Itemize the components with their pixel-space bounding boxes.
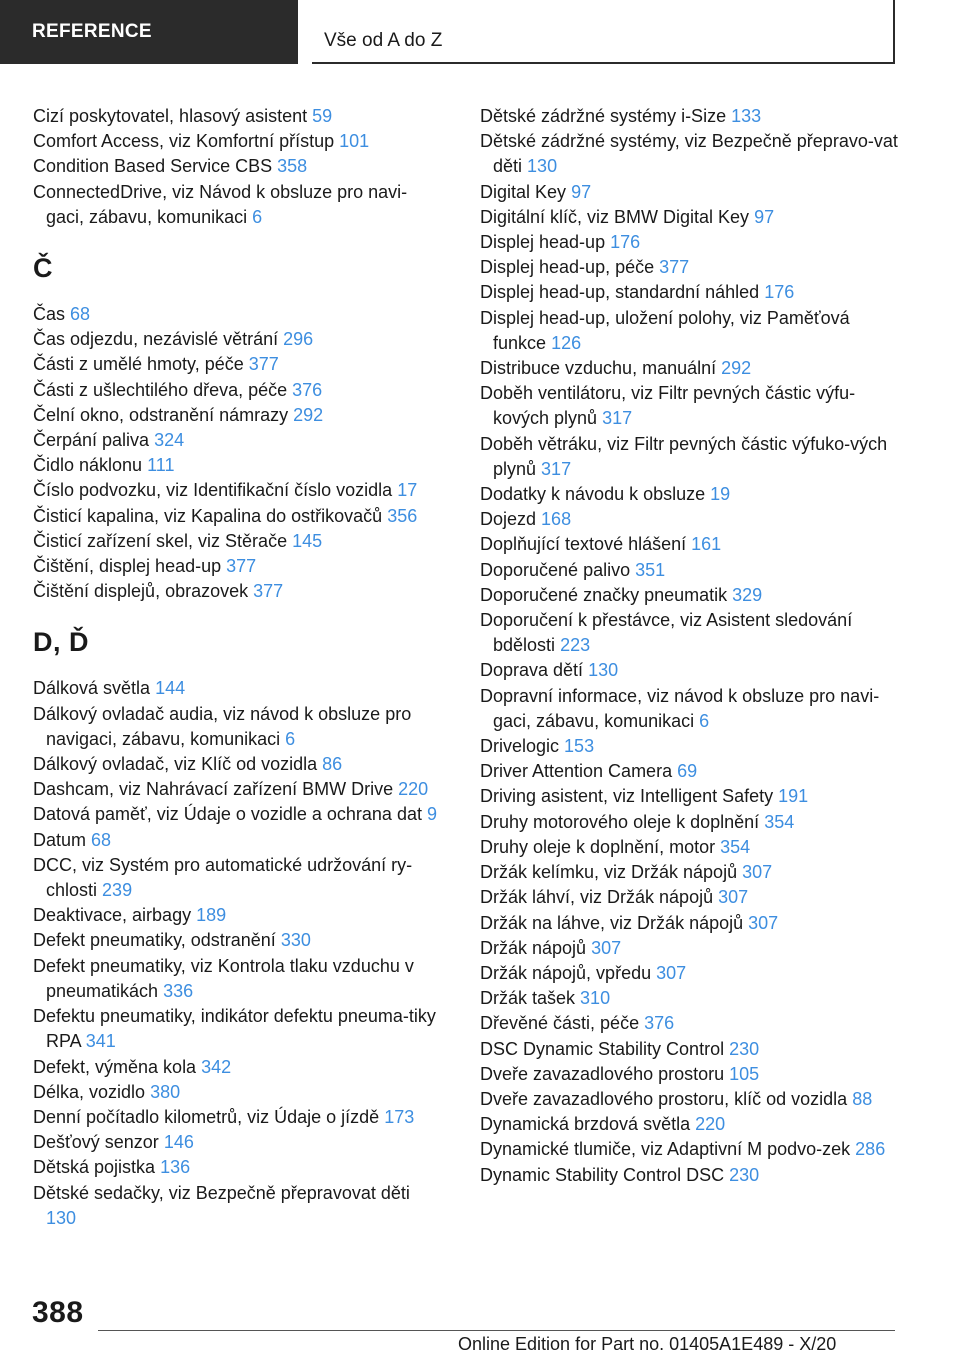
index-entry-page-link[interactable]: 354 [764,811,795,832]
index-entry-text: Dopravní informace, viz návod k obsluze pro navi-gaci, zábavu, komunikaci [480,685,880,731]
index-entry-text: Defekt pneumatiky, viz Kontrola tlaku vzduchu v pneumatikách [33,955,414,1001]
index-entry-text: DSC Dynamic Stability Control [480,1038,725,1059]
index-entry-text: Části z umělé hmoty, péče [33,354,244,375]
index-entry-page-link[interactable]: 292 [721,358,752,379]
index-entry-text: Comfort Access, viz Komfortní přístup [33,131,335,152]
index-entry-page-link[interactable]: 292 [293,404,324,425]
index-entry [33,579,443,604]
index-entry-page-link[interactable]: 176 [610,232,641,253]
index-entry-page-link[interactable]: 220 [695,1114,726,1135]
index-entry [480,482,900,507]
index-entry-page-link[interactable]: 19 [710,484,731,505]
index-entry-page-link[interactable]: 307 [591,937,622,958]
index-entry-text: Doplňující textové hlášení [480,534,687,555]
index-entry-page-link[interactable]: 329 [732,584,763,605]
index-entry-page-link[interactable]: 239 [102,880,133,901]
index-entry-text: Displej head-up, uložení polohy, viz Paměťová funkce [480,307,850,353]
index-entry [480,381,900,431]
index-letter-heading: Č [33,253,53,284]
index-entry-page-link[interactable]: 68 [70,304,91,325]
index-entry-page-link[interactable]: 376 [292,379,323,400]
index-entry [33,453,443,478]
index-entry [480,432,900,482]
index-entry-text: Dětské sedačky, viz Bezpečně přepravovat děti [33,1182,410,1203]
index-entry [33,752,443,777]
index-entry-page-link[interactable]: 341 [85,1031,116,1052]
index-entry-page-link[interactable]: 220 [398,779,429,800]
index-entry-text: Dětské zádržné systémy i-Size [480,106,727,126]
index-entry-page-link[interactable]: 358 [277,156,308,177]
index-entry [33,302,443,327]
index-entry-text: Dojezd [480,509,537,530]
index-entry-text: Doprava dětí [480,660,584,681]
index-entry-page-link[interactable]: 230 [729,1164,760,1185]
footer-divider [98,1330,895,1331]
index-entry-page-link[interactable]: 6 [699,710,710,731]
index-entry-text: Držák láhví, viz Držák nápojů [480,887,714,908]
index-entry-text: Čerpání paliva [33,430,150,451]
index-entry-text: Datová paměť, viz Údaje o vozidle a ochrana dat [33,804,422,825]
index-entry [33,853,443,903]
index-entry-text: Držák nápojů [480,937,587,958]
index-entry-text: Druhy oleje k doplnění, motor [480,836,716,857]
index-entry [480,129,900,179]
index-entry-text: Čisticí zařízení skel, viz Stěrače [33,530,288,551]
index-entry-text: Defektu pneumatiky, indikátor defektu pneuma-tiky RPA [33,1006,436,1052]
index-entry [33,1181,443,1231]
index-entry [33,954,443,1004]
index-entry [33,702,443,752]
index-entry-text: Dashcam, viz Nahrávací zařízení BMW Drive [33,779,394,800]
index-entry-text: Doporučené palivo [480,559,631,580]
index-entry [480,860,900,885]
index-entry [480,306,900,356]
index-entry-page-link[interactable]: 307 [742,862,773,883]
index-entry-page-link[interactable]: 342 [201,1056,232,1077]
index-entry [33,777,443,802]
index-entry [480,1112,900,1137]
index-entry-text: Drivelogic [480,736,560,757]
index-entry-page-link[interactable]: 97 [571,181,592,202]
index-entry-page-link[interactable]: 351 [635,559,666,580]
index-entry [33,828,443,853]
index-entry [480,911,900,936]
index-entry [480,532,900,557]
index-entry-page-link[interactable]: 354 [720,836,751,857]
index-entry-page-link[interactable]: 317 [541,458,572,479]
index-entry-text: Dětská pojistka [33,1157,156,1178]
index-entry-text: Čištění, displej head-up [33,556,222,577]
index-entry [33,1105,443,1130]
index-entry [480,1062,900,1087]
index-entry-page-link[interactable]: 136 [160,1157,191,1178]
section-title [312,0,895,64]
index-entry [480,356,900,381]
index-entry [480,759,900,784]
index-entry-text: Doporučené značky pneumatik [480,584,728,605]
index-entry-text: Držák kelímku, viz Držák nápojů [480,862,738,883]
index-entry-page-link[interactable]: 380 [150,1081,181,1102]
index-entry-page-link[interactable]: 307 [718,887,749,908]
index-entry-text: Dynamická brzdová světla [480,1114,691,1135]
index-entry [480,1163,900,1188]
index-entry-page-link[interactable]: 377 [253,581,284,602]
index-entry-text: Denní počítadlo kilometrů, viz Údaje o jízdě [33,1106,380,1127]
index-entry-text: Dětské zádržné systémy, viz Bezpečně přepravo-vat děti [480,131,898,177]
index-entry-page-link[interactable]: 191 [778,786,809,807]
index-entry-text: Dodatky k návodu k obsluze [480,484,706,505]
index-entry [33,1055,443,1080]
index-entry-text: Doběh větráku, viz Filtr pevných částic výfuko-vých plynů [480,433,888,479]
section-title-text: Vše od A do Z [324,30,443,51]
index-entry-page-link[interactable]: 105 [729,1063,760,1084]
index-entry-page-link[interactable]: 9 [426,804,437,825]
index-column-left [33,104,443,1231]
index-entry [33,1155,443,1180]
index-entry [33,352,443,377]
index-entry-page-link[interactable]: 126 [551,332,582,353]
index-entry-text: Části z ušlechtilého dřeva, péče [33,379,288,400]
index-group-c [33,104,443,230]
index-entry-text: Číslo podvozku, viz Identifikační číslo vozidla [33,480,393,501]
index-entry [480,558,900,583]
index-entry-page-link[interactable]: 17 [397,480,418,501]
index-entry-text: Dešťový senzor [33,1132,159,1153]
index-entry-text: ConnectedDrive, viz Návod k obsluze pro navi-gaci, zábavu, komunikaci [33,181,408,227]
index-entry-page-link[interactable]: 173 [384,1106,415,1127]
index-entry-page-link[interactable]: 296 [283,329,314,350]
index-entry-text: Dálkový ovladač audia, viz návod k obsluze pro navigaci, zábavu, komunikaci [33,703,412,749]
index-entry-text: Dveře zavazadlového prostoru, klíč od vozidla [480,1088,848,1109]
index-entry [33,504,443,529]
index-entry-page-link[interactable]: 97 [754,206,775,227]
index-entry-text: Displej head-up, standardní náhled [480,282,760,303]
index-entry [33,1004,443,1054]
section-tab-label: REFERENCE [32,21,152,42]
index-group-c-caron [33,302,443,604]
index-entry-page-link[interactable]: 133 [731,106,762,126]
index-entry-text: Datum [33,829,87,850]
index-letter-heading: D, Ď [33,627,89,658]
index-entry-text: Čištění displejů, obrazovek [33,581,249,602]
index-entry-page-link[interactable]: 161 [691,534,722,555]
index-entry-page-link[interactable]: 317 [602,408,633,429]
index-entry [480,810,900,835]
index-entry-text: Dálkový ovladač, viz Klíč od vozidla [33,754,318,775]
index-entry [33,1080,443,1105]
index-entry [480,280,900,305]
index-entry-page-link[interactable]: 130 [46,1207,77,1228]
index-entry-text: Dřevěné části, péče [480,1013,640,1034]
index-entry [33,154,443,179]
page-number: 388 [32,1296,84,1329]
index-entry [480,784,900,809]
index-entry [480,961,900,986]
index-entry [33,802,443,827]
index-entry [480,230,900,255]
index-entry [33,478,443,503]
index-entry [33,129,443,154]
index-entry [480,1087,900,1112]
index-entry [480,658,900,683]
index-entry-page-link[interactable]: 6 [252,206,263,227]
index-entry-page-link[interactable]: 377 [659,257,690,278]
index-entry-page-link[interactable]: 101 [339,131,370,152]
index-entry-text: Dveře zavazadlového prostoru [480,1063,725,1084]
index-entry [480,608,900,658]
index-entry-page-link[interactable]: 146 [163,1132,194,1153]
index-entry-text: Dynamic Stability Control DSC [480,1164,725,1185]
index-entry-page-link[interactable]: 376 [644,1013,675,1034]
index-entry-page-link[interactable]: 307 [748,912,779,933]
section-tab [0,0,298,64]
index-entry-page-link[interactable]: 324 [154,430,185,451]
index-entry-page-link[interactable]: 130 [527,156,558,177]
index-entry-text: Držák tašek [480,988,576,1009]
index-entry-text: Doběh ventilátoru, viz Filtr pevných částic výfu-kových plynů [480,383,856,429]
index-entry [480,104,900,129]
index-entry-text: Čisticí kapalina, viz Kapalina do ostřikovačů [33,505,383,526]
index-entry [480,255,900,280]
index-entry-page-link[interactable]: 230 [729,1038,760,1059]
index-entry [480,507,900,532]
index-entry-text: Digitální klíč, viz BMW Digital Key [480,206,750,227]
index-entry-text: Délka, vozidlo [33,1081,146,1102]
index-entry [480,936,900,961]
index-entry [480,180,900,205]
index-entry-page-link[interactable]: 356 [387,505,418,526]
index-entry-page-link[interactable]: 130 [588,660,619,681]
index-entry [33,1130,443,1155]
index-group-d-continued [480,104,900,1188]
index-entry-text: Dálková světla [33,678,151,699]
index-group-d [33,676,443,1230]
index-entry [33,903,443,928]
index-entry [33,676,443,701]
index-entry [480,885,900,910]
index-entry-page-link[interactable]: 68 [91,829,112,850]
index-entry-text: Druhy motorového oleje k doplnění [480,811,760,832]
index-entry [480,986,900,1011]
index-entry-page-link[interactable]: 223 [560,635,591,656]
index-entry-text: Čidlo náklonu [33,455,143,476]
index-entry [33,180,443,230]
index-entry-text: Condition Based Service CBS [33,156,273,177]
index-entry [480,205,900,230]
index-entry [33,529,443,554]
index-entry [480,1011,900,1036]
index-entry-page-link[interactable]: 88 [852,1088,873,1109]
index-entry [480,583,900,608]
index-entry-page-link[interactable]: 86 [322,754,343,775]
index-entry-text: Deaktivace, airbagy [33,905,192,926]
index-entry-page-link[interactable]: 176 [764,282,795,303]
index-entry-text: Driver Attention Camera [480,761,673,782]
index-entry-text: Držák na láhve, viz Držák nápojů [480,912,744,933]
index-entry-page-link[interactable]: 307 [656,962,687,983]
index-entry-page-link[interactable]: 6 [285,728,296,749]
index-entry-text: Defekt, výměna kola [33,1056,197,1077]
index-entry-text: Čas odjezdu, nezávislé větrání [33,329,279,350]
index-entry-page-link[interactable]: 153 [564,736,595,757]
index-entry-page-link[interactable]: 377 [226,556,257,577]
index-entry-page-link[interactable]: 189 [196,905,227,926]
index-entry-page-link[interactable]: 310 [580,988,611,1009]
index-entry [33,327,443,352]
index-entry-text: Displej head-up [480,232,606,253]
index-entry-text: Distribuce vzduchu, manuální [480,358,717,379]
index-entry-page-link[interactable]: 330 [280,930,311,951]
index-entry [480,684,900,734]
index-entry-page-link[interactable]: 286 [855,1139,886,1160]
index-entry [33,554,443,579]
index-entry [33,428,443,453]
index-entry [480,835,900,860]
index-entry-text: Čelní okno, odstranění námrazy [33,404,289,425]
index-entry [33,378,443,403]
index-entry-text: DCC, viz Systém pro automatické udržování ry-chlosti [33,854,413,901]
index-entry-page-link[interactable]: 69 [677,761,698,782]
index-entry-page-link[interactable]: 59 [312,106,333,126]
index-entry-page-link[interactable]: 111 [147,455,175,476]
footer-edition: Online Edition for Part no. 01405A1E489 - X/20 [458,1334,837,1354]
index-entry-text: Defekt pneumatiky, odstranění [33,930,276,951]
index-entry-page-link[interactable]: 144 [155,678,186,699]
index-entry-text: Displej head-up, péče [480,257,655,278]
index-entry-text: Digital Key [480,181,567,202]
index-entry [480,1037,900,1062]
index-entry-text: Držák nápojů, vpředu [480,962,652,983]
index-entry-text: Doporučení k přestávce, viz Asistent sledování bdělosti [480,610,853,656]
index-entry-text: Dynamické tlumiče, viz Adaptivní M podvo-zek [480,1139,851,1160]
index-entry-text: Cizí poskytovatel, hlasový asistent [33,106,308,126]
index-entry-page-link[interactable]: 145 [292,530,323,551]
index-entry [480,1137,900,1162]
index-entry-text: Čas [33,304,66,325]
index-entry-text: Driving asistent, viz Intelligent Safety [480,786,774,807]
index-entry-page-link[interactable]: 168 [541,509,572,530]
index-column-right [480,104,900,1188]
index-entry [33,928,443,953]
index-entry [480,734,900,759]
index-entry [33,104,443,129]
index-entry-page-link[interactable]: 377 [248,354,279,375]
index-entry [33,403,443,428]
header-divider [298,0,312,64]
index-entry-page-link[interactable]: 336 [163,980,194,1001]
